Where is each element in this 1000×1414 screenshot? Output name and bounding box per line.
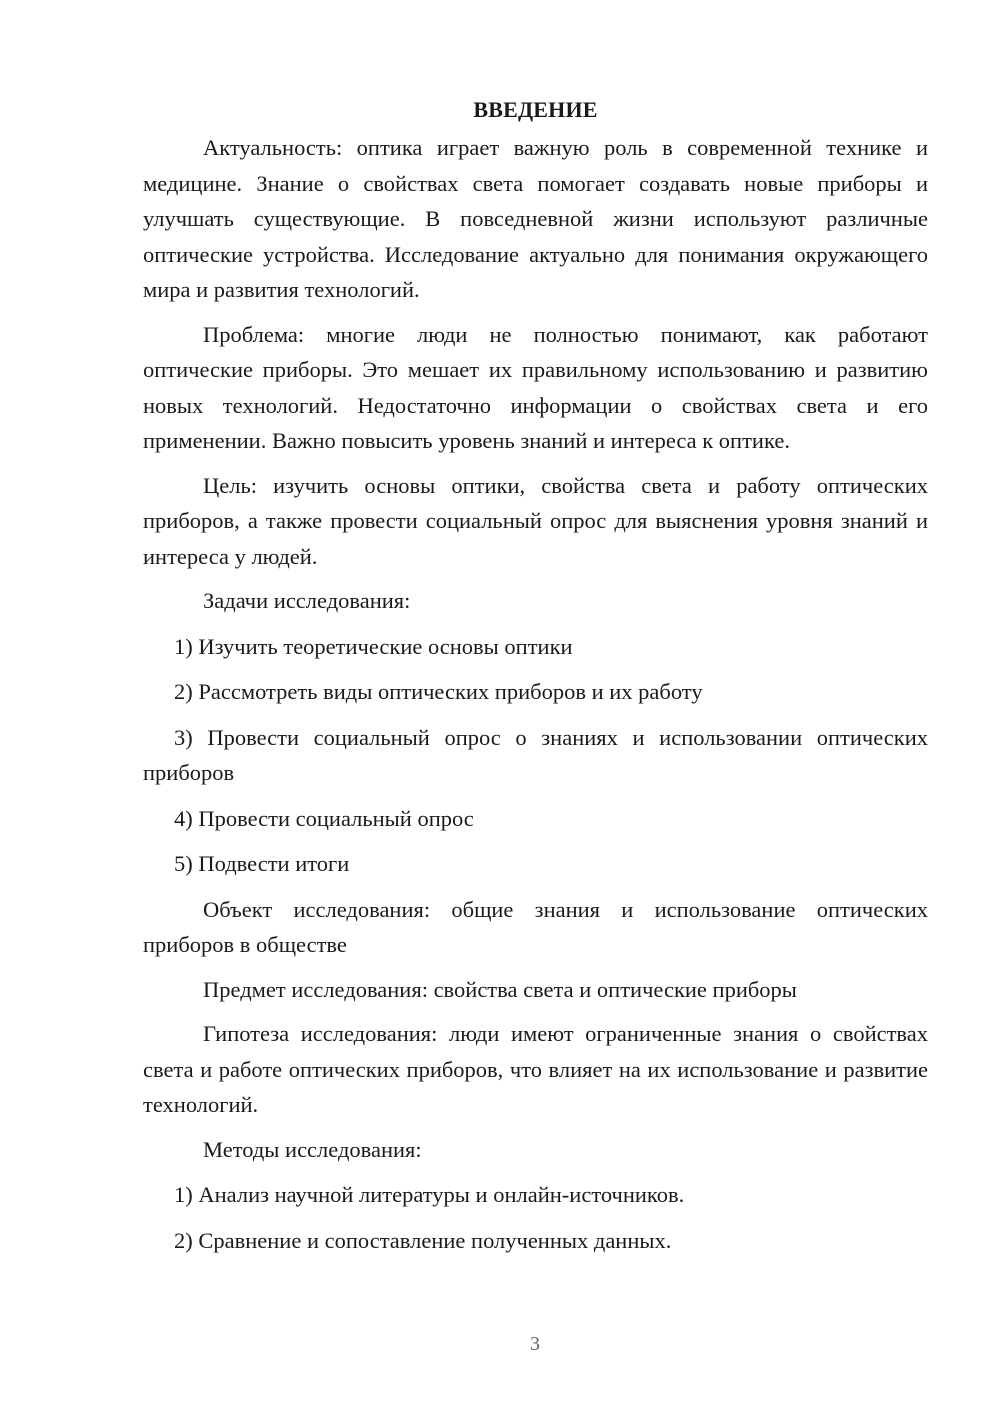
methods-heading: Методы исследования: (203, 1136, 422, 1162)
task-item: 1) Изучить теоретические основы оптики (174, 633, 573, 659)
goal-paragraph: Цель: изучить основы оптики, свойства света и работу оптических приборов, а также провести социальный опрос для выяснения уровня знаний и интереса у людей. (143, 472, 928, 569)
method-item: 2) Сравнение и сопоставление полученных данных. (174, 1227, 672, 1253)
section-title: ВВЕДЕНИЕ (473, 97, 598, 122)
relevance-paragraph: Актуальность: оптика играет важную роль в современной технике и медицине. Знание о свойствах света помогает создавать новые приборы и улучшать существующие. В повседневной жизни используют различные оптические устройства. Исследование актуально для понимания окружающего мира и развития технологий. (143, 135, 928, 302)
tasks-heading: Задачи исследования: (203, 588, 411, 613)
subject-paragraph: Предмет исследования: свойства света и оптические приборы (203, 976, 797, 1002)
page-content (143, 92, 928, 1268)
task-item: 2) Рассмотреть виды оптических приборов и их работу (174, 679, 703, 704)
task-item: 4) Провести социальный опрос (174, 805, 474, 831)
task-item: 5) Подвести итоги (174, 851, 350, 876)
hypothesis-paragraph: Гипотеза исследования: люди имеют ограниченные знания о свойствах света и работе оптических приборов, что влияет на их использование и развитие технологий. (143, 1021, 928, 1117)
method-item: 1) Анализ научной литературы и онлайн-источников. (174, 1182, 685, 1207)
task-item: 3) Провести социальный опрос о знаниях и использовании оптических приборов (143, 724, 928, 785)
problem-paragraph: Проблема: многие люди не полностью понимают, как работают оптические приборы. Это мешает их правильному использованию и развитию новых технологий. Недостаточно информации о свойствах света и его применении. Важно повысить уровень знаний и интереса к оптике. (143, 321, 928, 453)
object-paragraph: Объект исследования: общие знания и использование оптических приборов в обществе (143, 896, 928, 957)
page-number: 3 (530, 1333, 540, 1355)
